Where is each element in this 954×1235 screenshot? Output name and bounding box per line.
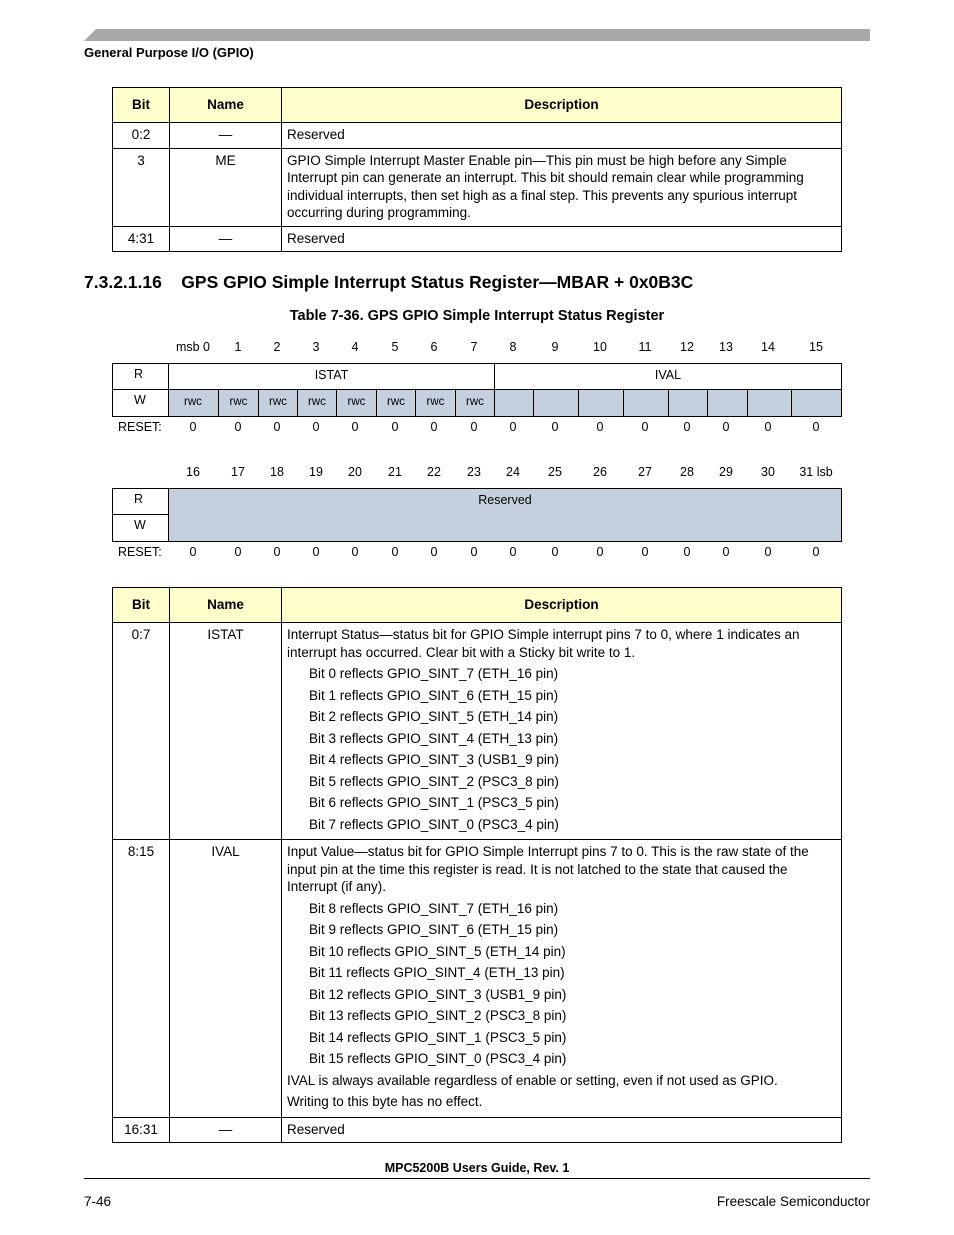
reset-value: 0	[312, 420, 320, 434]
bit-number: 8	[509, 340, 517, 354]
write-bit-cell	[623, 390, 668, 416]
bit-number: 28	[680, 465, 694, 479]
write-bit-cell: rwc	[184, 396, 202, 408]
reset-value: 0	[189, 545, 197, 559]
bit-number: 12	[680, 340, 694, 354]
reset-value: 0	[391, 545, 399, 559]
column-header-bit: Bit	[113, 88, 170, 123]
reset-value: 0	[273, 420, 281, 434]
reset-row-label: RESET:	[118, 420, 162, 434]
write-row-label: W	[134, 518, 146, 532]
write-bit-cell	[747, 390, 791, 416]
bit-number: 22	[427, 465, 441, 479]
write-bit-cell: rwc	[297, 390, 336, 416]
table-row	[113, 623, 842, 840]
write-bit-cell	[533, 390, 578, 416]
bit-number: 13	[719, 340, 733, 354]
bit-mapping-line: Bit 5 reflects GPIO_SINT_2 (PSC3_8 pin)	[309, 773, 559, 789]
bit-number: 14	[761, 340, 775, 354]
bit-number: 1	[234, 340, 242, 354]
upper-write-row	[168, 389, 842, 417]
write-row-label: W	[134, 393, 146, 407]
document-title: MPC5200B Users Guide, Rev. 1	[384, 1161, 570, 1175]
reset-value: 0	[470, 420, 478, 434]
bit-number: 3	[312, 340, 320, 354]
bit-number: 2	[273, 340, 281, 354]
name-cell: —	[170, 226, 282, 252]
table-row	[113, 840, 842, 1118]
bit-mapping-line: Bit 14 reflects GPIO_SINT_1 (PSC3_5 pin)	[309, 1029, 567, 1045]
bit-mapping-line: Bit 13 reflects GPIO_SINT_2 (PSC3_8 pin)	[309, 1008, 567, 1023]
bit-cell: 3	[113, 148, 170, 226]
bit-cell: 0:7	[113, 623, 170, 840]
bit-cell: 4:31	[113, 226, 170, 252]
reset-value: 0	[722, 545, 730, 559]
reset-value: 0	[273, 545, 281, 559]
register-divider-lower	[112, 514, 169, 515]
description-cell	[282, 840, 842, 1118]
bit-number: 11	[638, 340, 652, 354]
istat-description: Interrupt Status—status bit for GPIO Simple interrupt pins 7 to 0, where 1 indicates an interrupt has occurred. Clear bit with a Sticky bit write to 1.	[287, 627, 800, 660]
column-header-description: Description	[282, 588, 842, 623]
name-cell: —	[170, 1117, 282, 1143]
reset-value: 0	[641, 420, 649, 434]
bit-number: 27	[638, 465, 652, 479]
write-bit-cell	[494, 390, 533, 416]
reset-value: 0	[812, 545, 820, 559]
reset-value: 0	[812, 420, 820, 434]
istat-field-label: ISTAT	[314, 368, 349, 382]
register-label-column-upper	[112, 363, 169, 417]
bit-mapping-line: Bit 2 reflects GPIO_SINT_5 (ETH_14 pin)	[309, 709, 559, 724]
bit-number: 21	[388, 465, 402, 479]
ival-description: Input Value—status bit for GPIO Simple Interrupt pins 7 to 0. This is the raw state of the input pin at the time this register is read. It is not latched to the state that caused the Interrupt (if any).	[287, 844, 809, 894]
ival-field-label: IVAL	[654, 368, 682, 382]
reset-value: 0	[391, 420, 399, 434]
bit-mapping-line: Bit 8 reflects GPIO_SINT_7 (ETH_16 pin)	[309, 900, 559, 916]
write-bit-cell	[791, 390, 842, 416]
reset-value: 0	[351, 420, 359, 434]
write-bit-cell: rwc	[455, 390, 494, 416]
bit-number: 9	[551, 340, 559, 354]
register-label-column-lower	[112, 488, 169, 542]
bit-mapping-line: Bit 10 reflects GPIO_SINT_5 (ETH_14 pin)	[309, 943, 566, 959]
register-divider-upper	[112, 389, 169, 390]
reset-value: 0	[234, 420, 242, 434]
column-header-name: Name	[170, 588, 282, 623]
description-cell: Reserved	[282, 1117, 842, 1143]
reset-value: 0	[551, 545, 559, 559]
chapter-title: General Purpose I/O (GPIO)	[84, 45, 254, 60]
bit-mapping-line: Bit 3 reflects GPIO_SINT_4 (ETH_13 pin)	[309, 730, 559, 746]
bit-number: 19	[309, 465, 323, 479]
reset-value: 0	[596, 420, 604, 434]
bit-number: 18	[270, 465, 284, 479]
footer-divider	[84, 1178, 870, 1179]
company-name: Freescale Semiconductor	[716, 1194, 870, 1209]
bit-number: 25	[548, 465, 562, 479]
bit-number: 20	[348, 465, 362, 479]
reset-row-label: RESET:	[118, 545, 162, 559]
description-cell: GPIO Simple Interrupt Master Enable pin—This pin must be high before any Simple Interrupt pin can generate an interrupt. This bit should remain clear while programming individual interrupts, then set high as a final step. This prevents any spurious interrupt occurring during programming.	[282, 148, 842, 226]
bit-number: 24	[506, 465, 520, 479]
bit-number: 31 lsb	[799, 465, 833, 479]
name-cell: ME	[170, 148, 282, 226]
table-row	[113, 1117, 842, 1143]
bit-number: 26	[593, 465, 607, 479]
write-bit-cell: rwc	[415, 390, 455, 416]
bit-mapping-line: Bit 4 reflects GPIO_SINT_3 (USB1_9 pin)	[309, 752, 559, 767]
reset-value: 0	[312, 545, 320, 559]
reset-value: 0	[509, 420, 517, 434]
reset-value: 0	[189, 420, 197, 434]
name-cell: —	[170, 123, 282, 149]
description-cell	[282, 623, 842, 840]
name-cell: ISTAT	[170, 623, 282, 840]
write-bit-cell	[578, 390, 623, 416]
field-description-table	[112, 587, 842, 1143]
bit-mapping-line: Bit 7 reflects GPIO_SINT_0 (PSC3_4 pin)	[309, 816, 559, 832]
bit-mapping-line: Bit 0 reflects GPIO_SINT_7 (ETH_16 pin)	[309, 666, 559, 681]
name-cell: IVAL	[170, 840, 282, 1118]
write-bit-cell: rwc	[336, 390, 376, 416]
bit-mapping-line: Bit 1 reflects GPIO_SINT_6 (ETH_15 pin)	[309, 687, 559, 703]
bit-cell: 8:15	[113, 840, 170, 1118]
reset-value: 0	[430, 420, 438, 434]
reset-value: 0	[641, 545, 649, 559]
page-number: 7-46	[84, 1194, 112, 1209]
reset-value: 0	[764, 420, 772, 434]
column-header-description: Description	[282, 88, 842, 123]
reset-value: 0	[470, 545, 478, 559]
bit-number: 5	[391, 340, 399, 354]
bit-mapping-line: Bit 12 reflects GPIO_SINT_3 (USB1_9 pin)	[309, 986, 567, 1002]
column-header-bit: Bit	[113, 588, 170, 623]
write-bit-cell	[707, 390, 747, 416]
reserved-field-label: Reserved	[478, 493, 532, 507]
description-cell: Reserved	[282, 226, 842, 252]
section-heading: 7.3.2.1.16 GPS GPIO Simple Interrupt Status Register—MBAR + 0x0B3C	[84, 272, 694, 292]
write-bit-cell	[668, 390, 707, 416]
reset-value: 0	[722, 420, 730, 434]
bit-number: 10	[593, 340, 607, 354]
bit-number: msb 0	[175, 340, 211, 354]
reset-value: 0	[430, 545, 438, 559]
reset-value: 0	[509, 545, 517, 559]
table-header-row	[113, 588, 842, 623]
reset-value: 0	[551, 420, 559, 434]
register-diagram	[0, 0, 954, 570]
istat-bit-list	[287, 665, 836, 833]
bit-cell: 0:2	[113, 123, 170, 149]
bit-number: 30	[761, 465, 775, 479]
write-bit-cell: rwc	[258, 390, 297, 416]
bit-number: 17	[231, 465, 245, 479]
ival-note: Writing to this byte has no effect.	[287, 1094, 483, 1109]
bit-number: 16	[186, 465, 200, 479]
reset-value: 0	[234, 545, 242, 559]
reset-value: 0	[683, 545, 691, 559]
ival-bit-list	[287, 900, 836, 1068]
bit-mapping-line: Bit 6 reflects GPIO_SINT_1 (PSC3_5 pin)	[309, 795, 559, 810]
bit-number: 23	[467, 465, 481, 479]
bit-number: 29	[719, 465, 733, 479]
read-row-label: R	[134, 367, 144, 381]
reset-value: 0	[683, 420, 691, 434]
reset-value: 0	[764, 545, 772, 559]
ival-note: IVAL is always available regardless of enable or setting, even if not used as GPIO.	[287, 1072, 778, 1088]
description-cell: Reserved	[282, 123, 842, 149]
read-row-label: R	[134, 492, 144, 506]
bit-mapping-line: Bit 11 reflects GPIO_SINT_4 (ETH_13 pin)	[309, 965, 565, 980]
bit-cell: 16:31	[113, 1117, 170, 1143]
bit-number: 15	[809, 340, 823, 354]
bit-number: 6	[430, 340, 438, 354]
column-header-name: Name	[170, 88, 282, 123]
write-bit-cell: rwc	[376, 390, 415, 416]
write-bit-cell: rwc	[218, 390, 258, 416]
bit-mapping-line: Bit 15 reflects GPIO_SINT_0 (PSC3_4 pin)	[309, 1051, 567, 1066]
bit-mapping-line: Bit 9 reflects GPIO_SINT_6 (ETH_15 pin)	[309, 922, 559, 937]
reset-value: 0	[351, 545, 359, 559]
reset-value: 0	[596, 545, 604, 559]
bit-number: 4	[351, 340, 359, 354]
bit-number: 7	[470, 340, 478, 354]
table-caption: Table 7-36. GPS GPIO Simple Interrupt Status Register	[289, 308, 665, 324]
